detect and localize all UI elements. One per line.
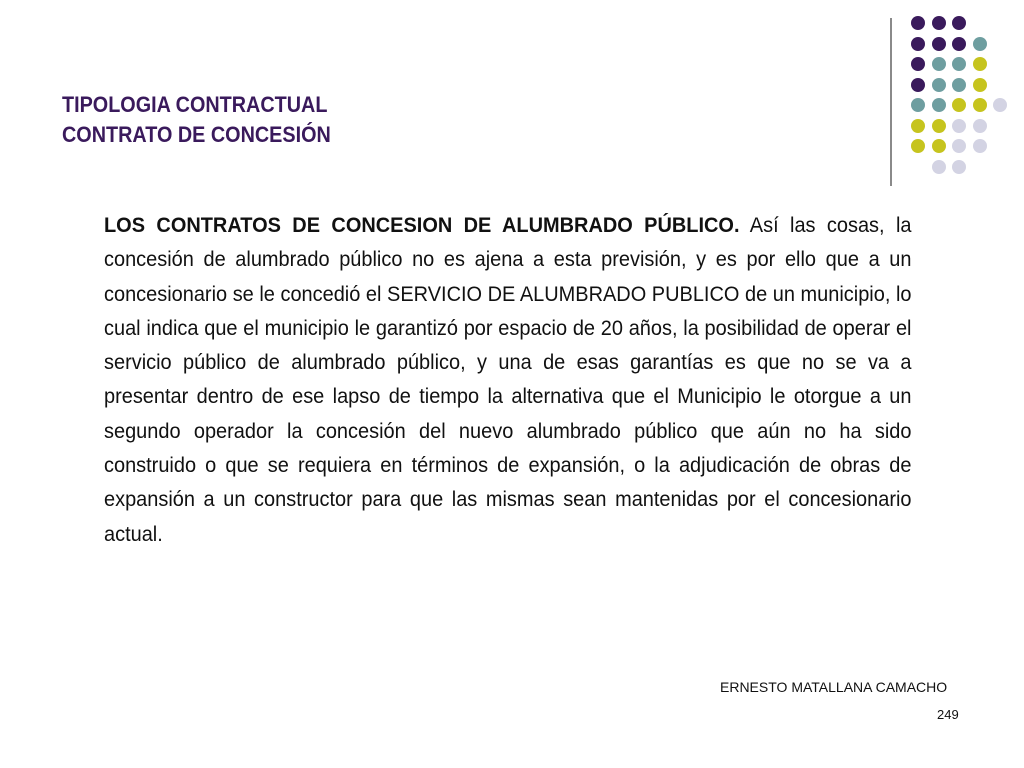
decorative-dot xyxy=(911,16,925,30)
decorative-dot xyxy=(952,37,966,51)
decorative-dot xyxy=(993,98,1007,112)
decorative-dot xyxy=(952,139,966,153)
decorative-dot xyxy=(911,98,925,112)
decorative-dot xyxy=(932,78,946,92)
body-lead: LOS CONTRATOS DE CONCESION DE ALUMBRADO PÚBLICO. xyxy=(104,214,740,237)
vertical-divider xyxy=(890,18,892,186)
title-line-2: CONTRATO DE CONCESIÓN xyxy=(62,122,331,147)
decorative-dot xyxy=(932,98,946,112)
decorative-dot xyxy=(973,78,987,92)
title-line-1: TIPOLOGIA CONTRACTUAL xyxy=(62,92,328,117)
decorative-dot xyxy=(932,119,946,133)
decorative-dot xyxy=(952,98,966,112)
decorative-dot xyxy=(932,37,946,51)
decorative-dot xyxy=(932,160,946,174)
body-text: Así las cosas, la concesión de alumbrado público no es ajena a esta previsión, y es por ello que a un concesionario se le concedió el SERVICIO DE ALUMBRADO PUBLICO de un municipio, lo cual indica que el municipio le garantizó por espacio de 20 años, la posibilidad de operar el servicio público de alumbrado público, y una de esas garantías es que no se va a presentar dentro de ese lapso de tiempo la alternativa que el Municipio le otorgue a un segundo operador la concesión del nuevo alumbrado público que aún no ha sido construido o que se requiera en términos de expansión, o la adjudicación de obras de expansión a un constructor para que las mismas sean mantenidas por el concesionario actual. xyxy=(104,214,912,546)
decorative-dot xyxy=(952,160,966,174)
decorative-dot xyxy=(952,57,966,71)
decorative-dot xyxy=(952,16,966,30)
page-number: 249 xyxy=(937,707,959,722)
decorative-dot xyxy=(932,16,946,30)
decorative-dot xyxy=(911,119,925,133)
author-name: ERNESTO MATALLANA CAMACHO xyxy=(720,679,948,695)
decorative-dot xyxy=(952,119,966,133)
decorative-dot xyxy=(973,98,987,112)
decorative-dot xyxy=(973,37,987,51)
decorative-dot xyxy=(973,119,987,133)
body-paragraph xyxy=(104,209,912,552)
decorative-dot xyxy=(911,139,925,153)
decorative-dot xyxy=(932,139,946,153)
decorative-dot xyxy=(911,37,925,51)
slide-title xyxy=(62,90,331,150)
decorative-dot xyxy=(952,78,966,92)
decorative-dot xyxy=(973,139,987,153)
decorative-dot xyxy=(911,57,925,71)
decorative-dot xyxy=(911,78,925,92)
decorative-dot xyxy=(973,57,987,71)
decorative-dot xyxy=(932,57,946,71)
